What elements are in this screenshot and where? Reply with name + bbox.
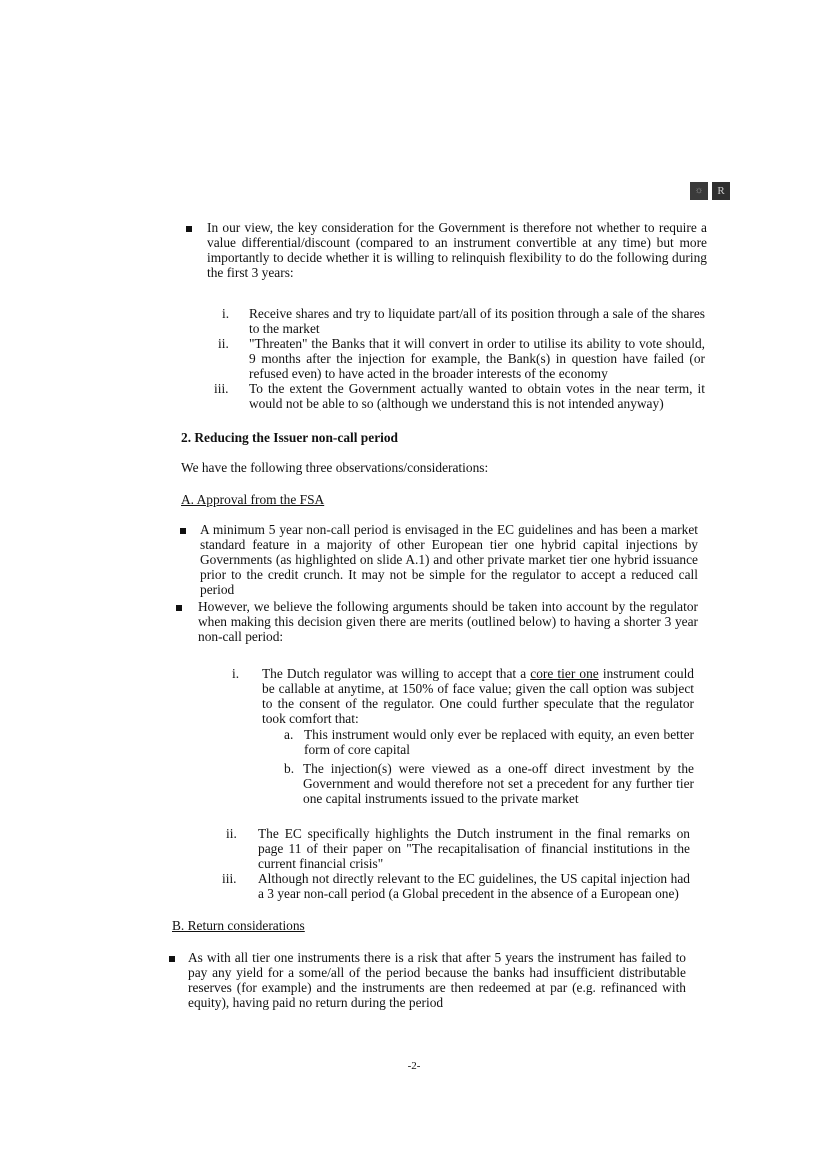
list-item: "Threaten" the Banks that it will convert in order to utilise its ability to vote should, 9 months after the injection for example, the Bank(s) in question have failed (or refused even) to have acted in the broader interests of the economy [249, 336, 705, 381]
list-number: iii. [214, 381, 229, 396]
section-heading: 2. Reducing the Issuer non-call period [181, 430, 398, 445]
list-number: i. [222, 306, 230, 321]
subsection-b-bullet: As with all tier one instruments there is a risk that after 5 years the instrument has failed to pay any yield for a some/all of the period because the banks had insufficient distributable reserves (for example) and the instruments are then redeemed at par (e.g. refinanced with equity), having paid no return during the period [188, 950, 686, 1010]
stars-logo-icon: ☼ [690, 182, 708, 200]
list-item [262, 666, 694, 726]
list-item: The injection(s) were viewed as a one-off direct investment by the Government and would therefore not set a precedent for any further tier one capital instruments issued to the private market [303, 761, 694, 806]
bullet-icon [186, 226, 192, 232]
bullet-icon [169, 956, 175, 962]
list-item-text: instrument could be callable at anytime, at 150% of face value; given the call option was subject to the consent of the regulator. One could further speculate that the regulator took comfort that: [262, 666, 694, 726]
section-intro: We have the following three observations/considerations: [181, 460, 489, 475]
list-item-text: The Dutch regulator was willing to accept that a [262, 666, 531, 681]
page-number: -2- [407, 1060, 421, 1072]
intro-paragraph: In our view, the key consideration for the Government is therefore not whether to require a value differential/discount (compared to an instrument convertible at any time) but more importantly to decide whether it is willing to relinquish flexibility to do the following during the first 3 years: [207, 220, 707, 280]
list-number: ii. [218, 336, 229, 351]
list-letter: a. [284, 727, 294, 742]
list-item: To the extent the Government actually wanted to obtain votes in the near term, it would not be able to so (although we understand this is not intended anyway) [249, 381, 705, 411]
logo [690, 182, 730, 200]
list-item: Although not directly relevant to the EC guidelines, the US capital injection had a 3 year non-call period (a Global precedent in the absence of a European one) [258, 871, 690, 901]
list-number: i. [232, 666, 240, 681]
list-item: This instrument would only ever be replaced with equity, an even better form of core capital [304, 727, 694, 757]
r-logo-icon: R [712, 182, 730, 200]
list-item: The EC specifically highlights the Dutch instrument in the final remarks on page 11 of their paper on "The recapitalisation of financial institutions in the current financial crisis" [258, 826, 690, 871]
subsection-heading-b: B. Return considerations [172, 918, 305, 933]
list-number: ii. [226, 826, 237, 841]
list-number: iii. [222, 871, 237, 886]
underlined-term: core tier one [530, 666, 599, 681]
subsection-a-bullet: A minimum 5 year non-call period is envisaged in the EC guidelines and has been a market standard feature in a majority of other European tier one hybrid capital injections by Governments (as highlighted on slide A.1) and other private market tier one hybrid issuance prior to the credit crunch. It may not be simple for the regulator to accept a reduced call period [200, 522, 698, 597]
subsection-a-bullet: However, we believe the following arguments should be taken into account by the regulator when making this decision given there are merits (outlined below) to having a shorter 3 year non-call period: [198, 599, 698, 644]
bullet-icon [180, 528, 186, 534]
list-item: Receive shares and try to liquidate part/all of its position through a sale of the shares to the market [249, 306, 705, 336]
bullet-icon [176, 605, 182, 611]
list-letter: b. [284, 761, 295, 776]
subsection-heading-a: A. Approval from the FSA [181, 492, 325, 507]
